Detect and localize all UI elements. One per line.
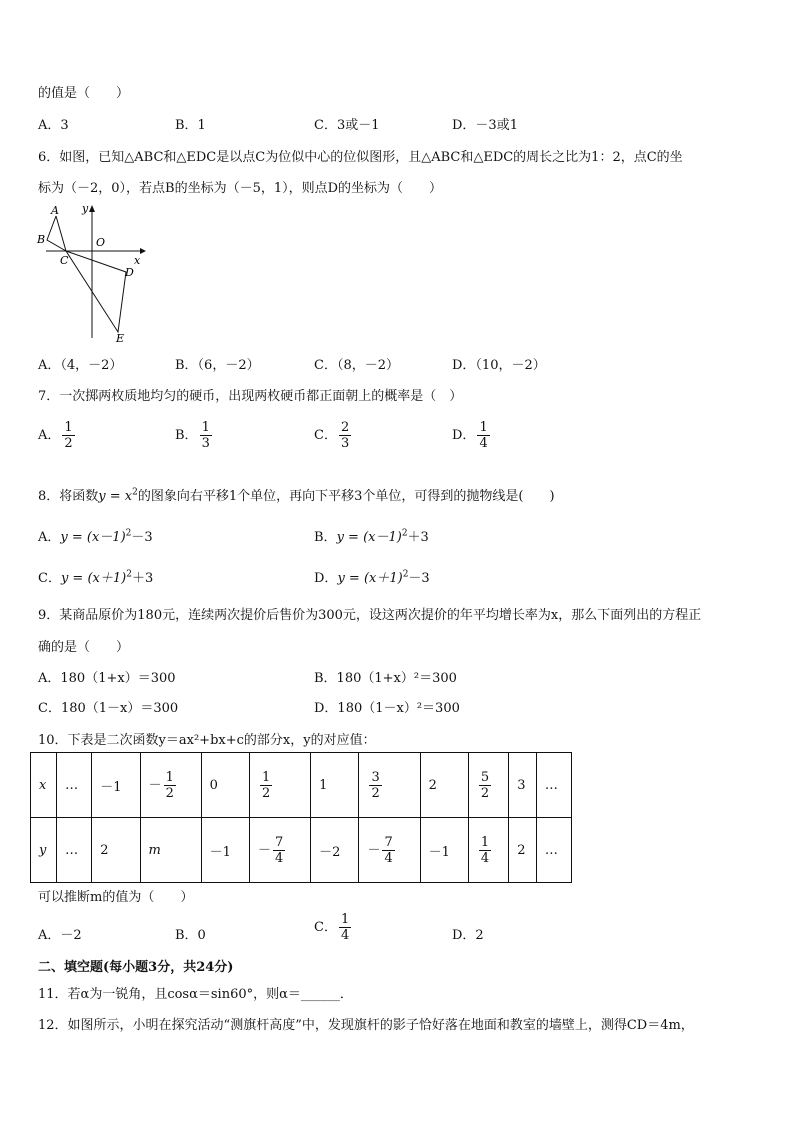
label-d: D <box>125 266 134 279</box>
q12-stem: 12．如图所示，小明在探究活动“测旗杆高度”中，发现旗杆的影子恰好落在地面和教室的墙壁上，测得CD＝4m， <box>38 1018 694 1033</box>
cell-text: 2 <box>428 777 437 793</box>
table-cell <box>420 753 468 818</box>
option-b: B．1 <box>175 118 206 133</box>
table-cell <box>468 753 508 818</box>
option-letter: A． <box>38 530 61 545</box>
cell-text: 2 <box>100 842 109 858</box>
q10-follow: 可以推断m的值为（ ） <box>38 890 194 905</box>
q10-table <box>30 752 572 883</box>
table-cell <box>140 818 201 883</box>
option-a: A．3 <box>38 118 69 133</box>
numerator: 2 <box>340 420 350 435</box>
q8-func: y = x <box>98 489 133 504</box>
numerator: 7 <box>384 834 393 850</box>
option-b: B．0 <box>175 928 206 943</box>
fraction <box>369 770 381 801</box>
option-letter: B． <box>175 428 198 443</box>
q9-stem-line1: 9．某商品原价为180元，连续两次提价后售价为300元，设这两次提价的年平均增长率为x，那么下面列出的方程正 <box>38 608 702 623</box>
table-cell <box>201 753 249 818</box>
q6-stem-line1: 6．如图，已知△ABC和△EDC是以点C为位似中心的位似图形，且△ABC和△EDC的周长之比为1：2，点C的坐 <box>38 150 683 165</box>
denominator: 4 <box>480 850 490 866</box>
q8-stem-a: 8．将函数 <box>38 489 99 504</box>
cell-text: 2 <box>517 842 526 858</box>
table-cell <box>92 753 140 818</box>
label-o: O <box>96 236 106 249</box>
table-cell <box>359 818 420 883</box>
fraction <box>260 770 272 801</box>
table-cell <box>250 753 311 818</box>
label-c: C <box>60 254 69 267</box>
label-b: B <box>37 233 46 246</box>
option-a <box>38 526 153 545</box>
option-d: D．2 <box>452 928 484 943</box>
numerator: 1 <box>201 420 210 435</box>
option-base: y = (x－1) <box>60 530 126 545</box>
table-cell <box>31 753 57 818</box>
triangle-abc <box>47 216 66 251</box>
numerator: 7 <box>275 834 284 850</box>
q8-exp: 2 <box>132 487 138 498</box>
fraction <box>479 770 491 801</box>
cell-text: －1 <box>209 844 231 860</box>
y-axis-arrow <box>89 205 95 212</box>
x-axis-arrow <box>140 248 146 254</box>
numerator: 1 <box>64 420 73 435</box>
denominator: 2 <box>165 785 174 801</box>
sign: － <box>258 842 272 858</box>
q9-stem-line2: 确的是（ ） <box>38 640 130 655</box>
numerator: 1 <box>479 420 488 435</box>
label-e: E <box>116 332 125 345</box>
cell-text: … <box>65 842 79 858</box>
sign: － <box>148 777 162 793</box>
table-cell <box>536 753 571 818</box>
q8-stem <box>38 485 555 504</box>
option-b: B．180（1+x）²＝300 <box>314 671 457 686</box>
table-cell <box>57 818 92 883</box>
table-row-y <box>31 818 572 883</box>
fraction <box>200 420 212 451</box>
fraction <box>164 770 176 801</box>
denominator: 3 <box>201 436 210 451</box>
cell-text: 1 <box>319 777 328 793</box>
label-x: x <box>134 254 141 267</box>
table-cell <box>420 818 468 883</box>
cell-text: －2 <box>319 844 341 860</box>
fraction <box>62 420 74 451</box>
cell-text: y <box>39 842 47 858</box>
fraction <box>477 420 489 451</box>
fraction <box>382 835 394 866</box>
option-b: B．（6，－2） <box>175 358 260 373</box>
option-tail: ＋3 <box>131 571 154 586</box>
option-base: y = (x＋1) <box>60 571 127 586</box>
option-a: A．－2 <box>38 928 82 943</box>
numerator: 1 <box>480 834 490 850</box>
option-d: D．（10，－2） <box>452 358 546 373</box>
cell-text: … <box>544 842 558 858</box>
option-exp: 2 <box>402 569 409 580</box>
table-cell <box>250 818 311 883</box>
cell-text: … <box>544 777 558 793</box>
option-b <box>175 420 214 451</box>
numerator: 3 <box>371 769 380 785</box>
label-y: y <box>82 202 89 215</box>
option-d <box>452 420 492 451</box>
cell-text: －1 <box>100 779 122 795</box>
option-a: A．（4，－2） <box>38 358 123 373</box>
table-cell <box>57 753 92 818</box>
option-letter: D． <box>452 428 476 443</box>
fraction <box>273 835 285 866</box>
option-c <box>38 567 153 586</box>
cell-text: x <box>39 777 47 793</box>
table-cell <box>201 818 249 883</box>
option-letter: C． <box>314 920 337 935</box>
option-base: y = (x＋1) <box>337 571 403 586</box>
table-row-x <box>31 753 572 818</box>
q11-stem: 11．若α为一锐角，且cosα＝sin60°，则α＝______． <box>38 987 353 1002</box>
option-tail: －3 <box>408 571 430 586</box>
table-cell <box>311 753 359 818</box>
denominator: 4 <box>275 850 284 866</box>
numerator: 1 <box>340 912 350 927</box>
table-cell <box>509 753 537 818</box>
option-c <box>314 912 353 943</box>
cell-text: m <box>148 842 161 858</box>
denominator: 2 <box>262 785 271 801</box>
cell-text: 0 <box>209 777 218 793</box>
numerator: 1 <box>262 769 271 785</box>
cell-text: －1 <box>428 844 450 860</box>
table-cell <box>536 818 571 883</box>
table-cell <box>468 818 508 883</box>
q6-stem-line2: 标为（－2，0），若点B的坐标为（－5，1），则点D的坐标为（ ） <box>38 181 443 196</box>
q10-stem: 10．下表是二次函数y＝ax²+bx+c的部分x，y的对应值： <box>38 733 376 748</box>
q7-stem: 7．一次掷两枚质地均匀的硬币，出现两枚硬币都正面朝上的概率是（ ） <box>38 389 463 404</box>
fraction <box>339 912 351 943</box>
option-tail: －3 <box>131 530 153 545</box>
fraction <box>339 420 351 451</box>
sign: － <box>367 842 381 858</box>
option-a: A．180（1+x）＝300 <box>38 671 176 686</box>
table-cell <box>359 753 420 818</box>
option-c: C．180（1－x）＝300 <box>38 701 179 716</box>
option-c: C．（8，－2） <box>314 358 399 373</box>
label-a: A <box>51 204 59 217</box>
option-c: C．3或－1 <box>314 118 380 133</box>
option-d: D．－3或1 <box>452 118 518 133</box>
denominator: 2 <box>64 436 73 451</box>
option-exp: 2 <box>126 569 132 580</box>
option-letter: A． <box>38 428 61 443</box>
option-tail: ＋3 <box>407 530 429 545</box>
table-cell <box>311 818 359 883</box>
denominator: 2 <box>480 785 490 801</box>
option-exp: 2 <box>125 528 132 539</box>
cell-text: 3 <box>517 777 526 793</box>
option-exp: 2 <box>401 528 408 539</box>
denominator: 4 <box>479 436 488 451</box>
cell-text: … <box>65 777 79 793</box>
table-cell <box>92 818 140 883</box>
option-d <box>314 567 430 586</box>
q5-stem-tail: 的值是（ ） <box>38 86 130 101</box>
option-letter: B． <box>314 530 337 545</box>
option-letter: D． <box>314 571 338 586</box>
numerator: 1 <box>165 769 174 785</box>
option-b <box>314 526 429 545</box>
q6-figure <box>32 200 152 345</box>
section-heading: 二、填空题(每小题3分，共24分) <box>38 960 234 975</box>
fraction <box>479 835 491 866</box>
triangle-edc <box>66 251 126 332</box>
option-letter: C． <box>38 571 61 586</box>
q8-stem-b: 的图象向右平移1个单位，再向下平移3个单位，可得到的抛物线是( ) <box>137 489 555 504</box>
option-d: D．180（1－x）²＝300 <box>314 701 460 716</box>
table-cell <box>140 753 201 818</box>
option-letter: C． <box>314 428 337 443</box>
denominator: 4 <box>384 850 393 866</box>
option-a <box>38 420 77 451</box>
denominator: 4 <box>340 928 350 943</box>
option-c <box>314 420 353 451</box>
table-cell <box>31 818 57 883</box>
denominator: 3 <box>340 436 350 451</box>
table-cell <box>509 818 537 883</box>
denominator: 2 <box>371 785 380 801</box>
option-base: y = (x－1) <box>336 530 402 545</box>
numerator: 5 <box>480 769 490 785</box>
